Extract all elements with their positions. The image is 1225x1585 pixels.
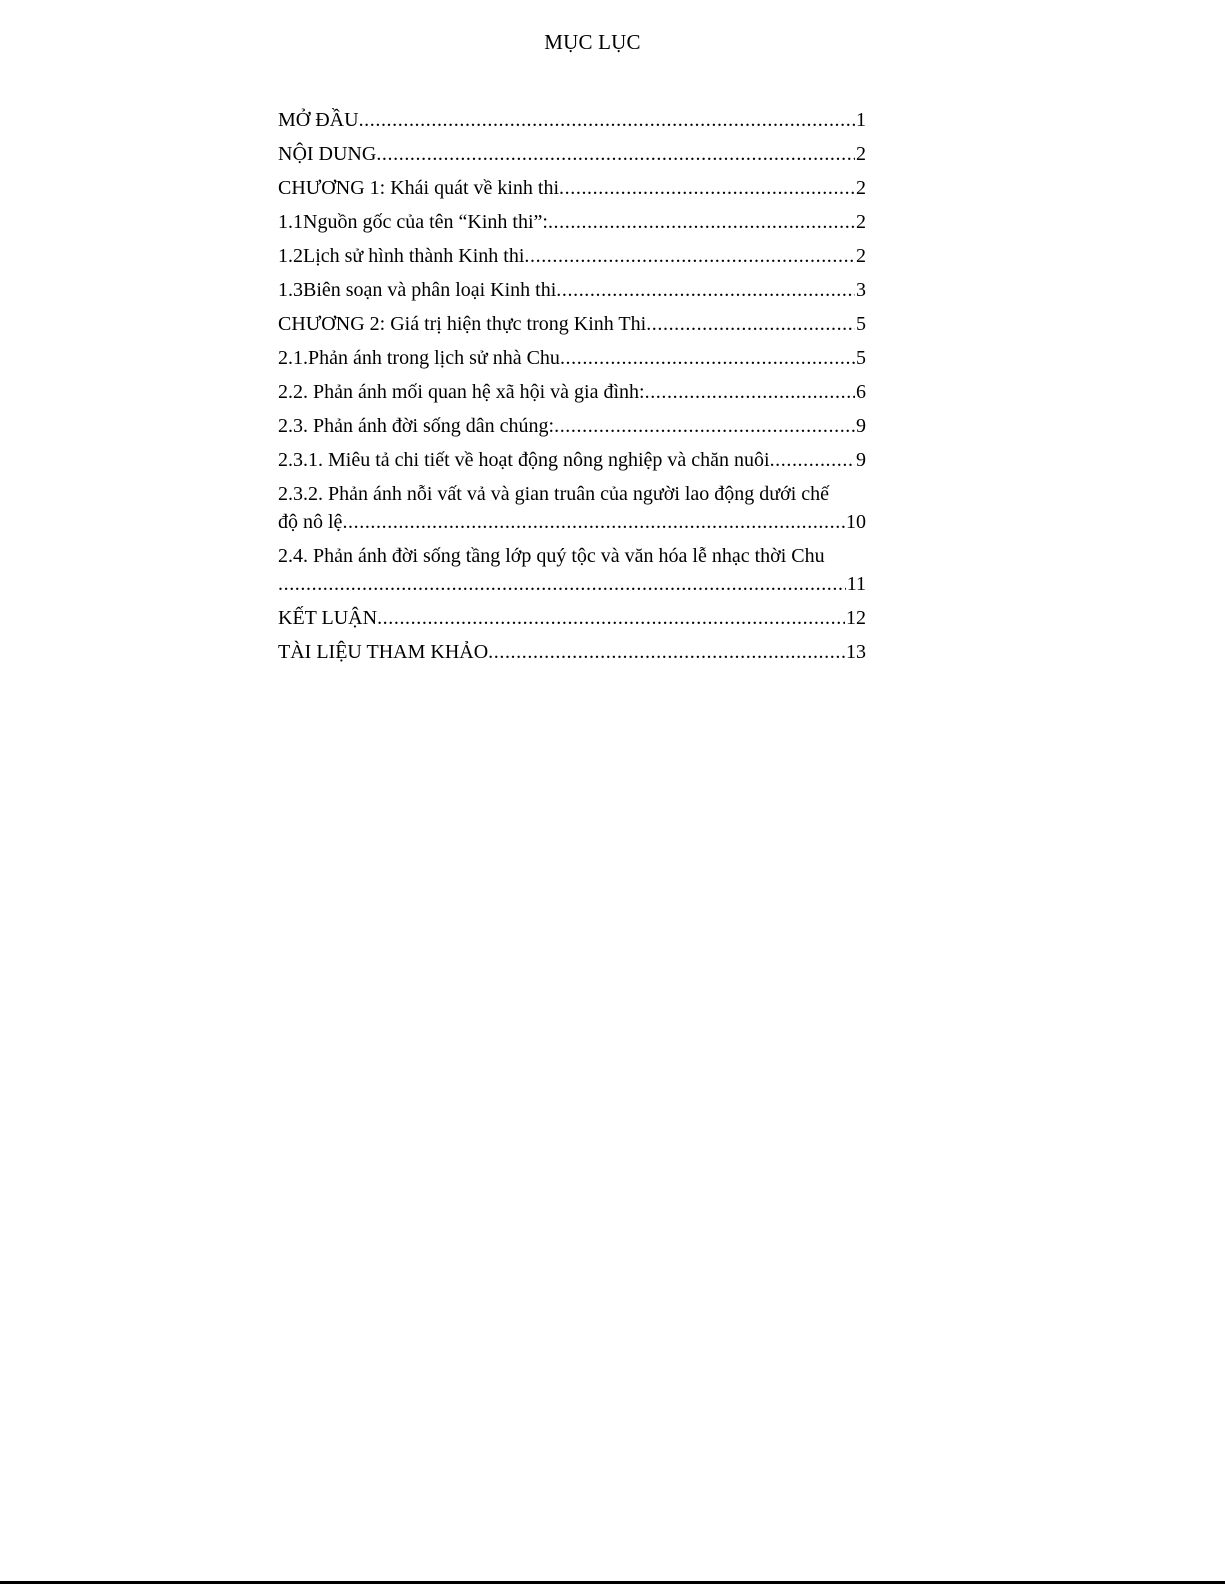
toc-entry-page: 2 (856, 177, 866, 199)
toc-entry-label-line1: 2.4. Phản ánh đời sống tầng lớp quý tộc và văn hóa lễ nhạc thời Chu (278, 545, 825, 567)
dot-leader (556, 276, 855, 304)
toc-entry-page: 13 (846, 641, 866, 663)
dot-leader (646, 310, 855, 338)
toc-entry-noi-dung[interactable] (278, 140, 866, 168)
toc-entry-label: 2.3. Phản ánh đời sống dân chúng: (278, 415, 555, 437)
toc-entry-tai-lieu[interactable] (278, 638, 866, 666)
dot-leader (524, 242, 855, 270)
toc-entry-page: 12 (846, 607, 866, 629)
toc-entry-page: 5 (856, 313, 866, 335)
toc-entry-page: 9 (856, 415, 866, 437)
toc-entry-page: 5 (856, 347, 866, 369)
toc-entry-2-3-1[interactable] (278, 446, 866, 474)
toc-entry-page: 6 (856, 381, 866, 403)
toc-entry-label: 1.2Lịch sử hình thành Kinh thi (278, 245, 525, 267)
dot-leader (488, 638, 845, 666)
toc-entry-label: CHƯƠNG 2: Giá trị hiện thực trong Kinh Thi (278, 313, 647, 335)
toc-entry-2-1[interactable] (278, 344, 866, 372)
toc-entry-chuong-2[interactable] (278, 310, 866, 338)
toc-entry-label-line2: độ nô lệ (278, 511, 343, 533)
toc-entry-1-3[interactable] (278, 276, 866, 304)
toc-entry-label: KẾT LUẬN (278, 607, 378, 629)
toc-entry-2-3-2[interactable] (278, 480, 866, 536)
toc-entry-label: TÀI LIỆU THAM KHẢO (278, 641, 489, 663)
toc-entry-label: NỘI DUNG (278, 143, 377, 165)
dot-leader (377, 604, 845, 632)
table-of-contents (278, 106, 866, 672)
toc-entry-1-2[interactable] (278, 242, 866, 270)
toc-entry-page: 2 (856, 245, 866, 267)
dot-leader (559, 174, 855, 202)
dot-leader (359, 106, 855, 134)
dot-leader (278, 570, 846, 598)
toc-entry-label: 2.3.1. Miêu tả chi tiết về hoạt động nông nghiệp và chăn nuôi (278, 449, 770, 471)
toc-entry-page: 11 (846, 573, 866, 595)
toc-entry-label: MỞ ĐẦU (278, 109, 359, 131)
dot-leader (560, 344, 855, 372)
dot-leader (548, 208, 855, 236)
toc-entry-label: 2.1.Phản ánh trong lịch sử nhà Chu (278, 347, 560, 369)
toc-entry-label: 1.3Biên soạn và phân loại Kinh thi (278, 279, 557, 301)
dot-leader (342, 508, 845, 536)
toc-entry-label: 2.2. Phản ánh mối quan hệ xã hội và gia đình: (278, 381, 645, 403)
toc-entry-page: 2 (856, 211, 866, 233)
dot-leader (645, 378, 855, 406)
dot-leader (554, 412, 855, 440)
dot-leader (376, 140, 855, 168)
toc-entry-label: CHƯƠNG 1: Khái quát về kinh thi (278, 177, 560, 199)
toc-entry-page: 9 (856, 449, 866, 471)
page-bottom-border (0, 1581, 1225, 1584)
toc-entry-page: 10 (846, 511, 866, 533)
toc-title: MỤC LỤC (544, 30, 641, 54)
toc-entry-label: 1.1Nguồn gốc của tên “Kinh thi”: (278, 211, 548, 233)
toc-entry-page: 3 (856, 279, 866, 301)
toc-entry-2-4[interactable] (278, 542, 866, 598)
toc-entry-2-2[interactable] (278, 378, 866, 406)
toc-entry-2-3[interactable] (278, 412, 866, 440)
toc-entry-label-line1: 2.3.2. Phản ánh nỗi vất vả và gian truân của người lao động dưới chế (278, 483, 830, 505)
toc-entry-chuong-1[interactable] (278, 174, 866, 202)
toc-entry-page: 2 (856, 143, 866, 165)
dot-leader (770, 446, 855, 474)
toc-entry-page: 1 (856, 109, 866, 131)
toc-entry-ket-luan[interactable] (278, 604, 866, 632)
toc-entry-mo-dau[interactable] (278, 106, 866, 134)
toc-entry-1-1[interactable] (278, 208, 866, 236)
